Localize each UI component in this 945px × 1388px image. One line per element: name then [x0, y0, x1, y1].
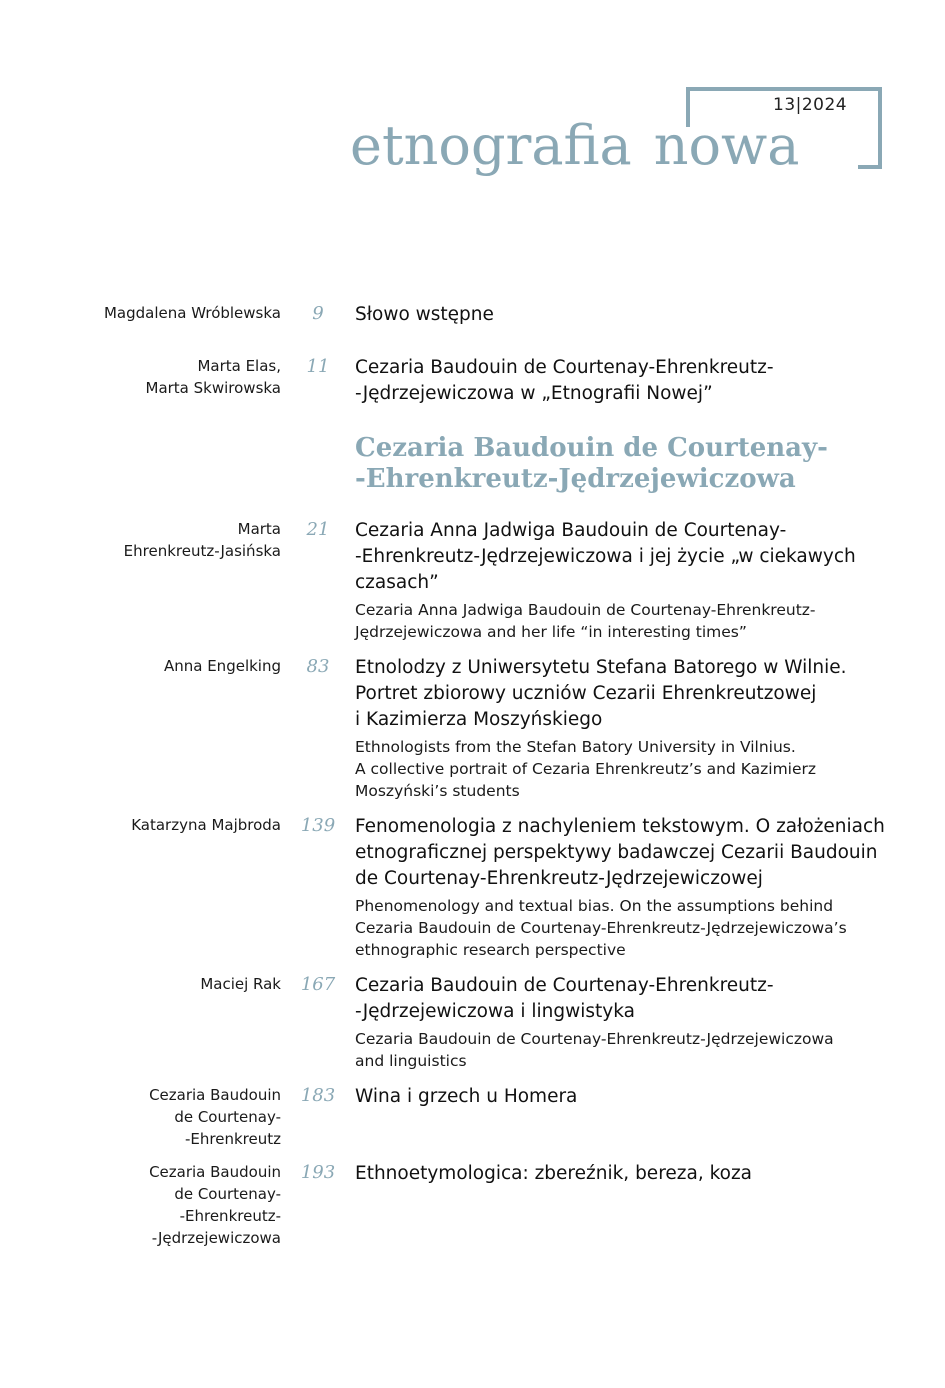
author-line: de Courtenay-	[174, 1108, 281, 1126]
author-line: Ehrenkreutz-Jasińska	[123, 542, 281, 560]
author-line: Katarzyna Majbroda	[131, 816, 281, 834]
journal-title-etnografia: etnografia	[350, 114, 632, 177]
section-heading-line: -Ehrenkreutz-Jędrzejewiczowa	[355, 464, 796, 494]
author-line: Marta Skwirowska	[145, 379, 281, 397]
toc-page-number[interactable]: 9	[312, 303, 324, 324]
journal-logo	[350, 114, 800, 177]
toc-page-number[interactable]: 83	[306, 656, 330, 677]
author-line: Cezaria Baudouin	[149, 1163, 281, 1181]
toc-page-number[interactable]: 11	[306, 356, 330, 377]
toc-author	[81, 1161, 281, 1249]
toc-author	[81, 302, 281, 324]
author-line: Maciej Rak	[200, 975, 281, 993]
subtitle-line: Ethnologists from the Stefan Batory University in Vilnius.	[355, 738, 796, 756]
toc-english-title	[355, 736, 915, 802]
author-line: Cezaria Baudouin	[149, 1086, 281, 1104]
subtitle-line: ethnographic research perspective	[355, 941, 626, 959]
toc-title[interactable]	[355, 814, 915, 892]
masthead	[0, 0, 945, 200]
toc-english-title	[355, 895, 915, 961]
toc-english-title	[355, 1028, 915, 1072]
toc-page-number[interactable]: 139	[300, 815, 336, 836]
title-line: etnograficznej perspektywy badawczej Cezarii Baudouin	[355, 842, 878, 863]
toc-page-number[interactable]: 183	[300, 1085, 336, 1106]
title-line: de Courtenay-Ehrenkreutz-Jędrzejewiczowej	[355, 868, 763, 889]
toc-title[interactable]	[355, 1084, 915, 1110]
title-line: Etnolodzy z Uniwersytetu Stefana Batorego w Wilnie.	[355, 657, 847, 678]
subtitle-line: Jędrzejewiczowa and her life “in interesting times”	[355, 623, 747, 641]
title-line: Cezaria Baudouin de Courtenay-Ehrenkreutz-	[355, 975, 774, 996]
title-line: i Kazimierza Moszyńskiego	[355, 709, 603, 730]
title-line: Cezaria Anna Jadwiga Baudouin de Courtenay-	[355, 520, 787, 541]
toc-author	[81, 973, 281, 995]
subtitle-line: Moszyński’s students	[355, 782, 520, 800]
title-line: Fenomenologia z nachyleniem tekstowym. O założeniach	[355, 816, 885, 837]
subtitle-line: A collective portrait of Cezaria Ehrenkreutz’s and Kazimierz	[355, 760, 817, 778]
author-line: de Courtenay-	[174, 1185, 281, 1203]
author-line: -Jędrzejewiczowa	[151, 1229, 281, 1247]
toc-page-number[interactable]: 193	[300, 1162, 336, 1183]
bracket-bottom	[858, 165, 882, 169]
subtitle-line: Phenomenology and textual bias. On the assumptions behind	[355, 897, 834, 915]
toc-title[interactable]	[355, 302, 915, 328]
title-line: Wina i grzech u Homera	[355, 1086, 578, 1107]
toc-page-number[interactable]: 21	[306, 519, 330, 540]
toc-author	[81, 1084, 281, 1150]
section-heading	[355, 433, 915, 495]
subtitle-line: and linguistics	[355, 1052, 467, 1070]
title-line: Ethnoetymologica: zbereźnik, bereza, koza	[355, 1163, 753, 1184]
title-line: czasach”	[355, 572, 439, 593]
toc-title[interactable]	[355, 518, 915, 596]
journal-title-nowa: nowa	[653, 114, 800, 177]
title-line: -Jędrzejewiczowa w „Etnografii Nowej”	[355, 383, 713, 404]
author-line: -Ehrenkreutz-	[179, 1207, 281, 1225]
toc-author	[81, 814, 281, 836]
title-line: Cezaria Baudouin de Courtenay-Ehrenkreutz-	[355, 357, 774, 378]
toc-title[interactable]	[355, 655, 915, 733]
subtitle-line: Cezaria Anna Jadwiga Baudouin de Courtenay-Ehrenkreutz-	[355, 601, 816, 619]
toc-author	[81, 655, 281, 677]
toc-title[interactable]	[355, 1161, 915, 1187]
toc-page-number[interactable]: 167	[300, 974, 336, 995]
author-line: Anna Engelking	[163, 657, 281, 675]
bracket-top	[686, 87, 882, 91]
toc-author	[81, 518, 281, 562]
section-heading-line: Cezaria Baudouin de Courtenay-	[355, 433, 828, 463]
bracket-right	[878, 87, 882, 169]
toc-english-title	[355, 599, 915, 643]
toc-author	[81, 355, 281, 399]
toc-title[interactable]	[355, 355, 915, 407]
toc-title[interactable]	[355, 973, 915, 1025]
author-line: Magdalena Wróblewska	[103, 304, 281, 322]
title-line: -Jędrzejewiczowa i lingwistyka	[355, 1001, 635, 1022]
subtitle-line: Cezaria Baudouin de Courtenay-Ehrenkreutz-Jędrzejewiczowa	[355, 1030, 834, 1048]
title-line: Słowo wstępne	[355, 304, 494, 325]
author-line: Marta	[237, 520, 281, 538]
title-line: Portret zbiorowy uczniów Cezarii Ehrenkreutzowej	[355, 683, 817, 704]
title-line: -Ehrenkreutz-Jędrzejewiczowa i jej życie „w ciekawych	[355, 546, 856, 567]
subtitle-line: Cezaria Baudouin de Courtenay-Ehrenkreutz-Jędrzejewiczowa’s	[355, 919, 847, 937]
author-line: -Ehrenkreutz	[185, 1130, 281, 1148]
author-line: Marta Elas,	[197, 357, 281, 375]
issue-number: 13|2024	[773, 95, 848, 115]
